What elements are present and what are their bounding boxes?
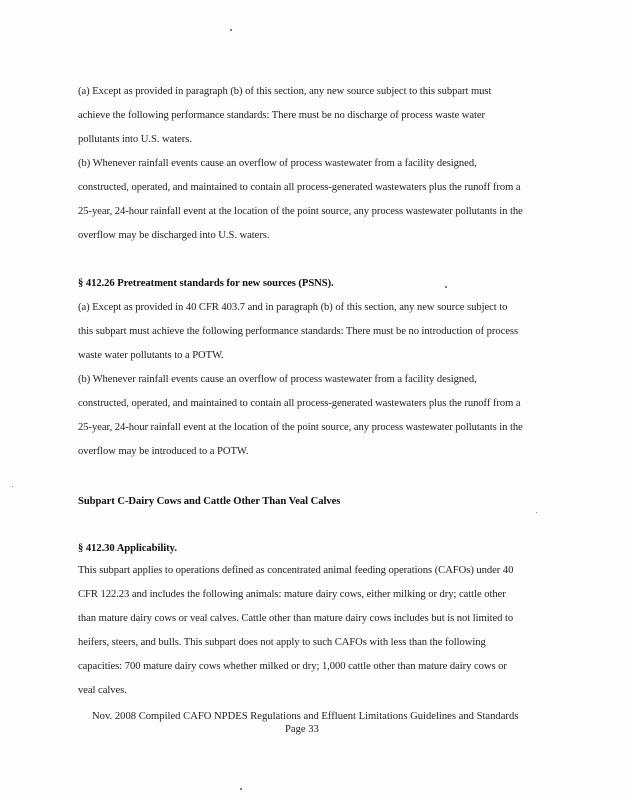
footer-page-number: Page 33 (285, 724, 319, 735)
scan-speck (230, 29, 232, 31)
applicability-line-2: CFR 122.23 and includes the following animals: mature dairy cows, either milking or dry; cattle other (78, 589, 506, 600)
paragraph-b-line-1: (b) Whenever rainfall events cause an overflow of process wastewater from a facility designed, (78, 158, 477, 169)
applicability-line-3: than mature dairy cows or veal calves. Cattle other than mature dairy cows includes but is not limited to (78, 613, 514, 624)
psns-b-line-2: constructed, operated, and maintained to contain all process-generated wastewaters plus the runoff from a (78, 398, 521, 409)
paragraph-b-line-3: 25-year, 24-hour rainfall event at the location of the point source, any process wastewater pollutants in the (78, 206, 523, 217)
scan-speck (12, 486, 13, 487)
applicability-line-6: veal calves. (78, 685, 127, 696)
applicability-line-4: heifers, steers, and bulls. This subpart does not apply to such CAFOs with less than the following (78, 637, 486, 648)
paragraph-b-line-4: overflow may be discharged into U.S. waters. (78, 230, 270, 241)
applicability-line-1: This subpart applies to operations defined as concentrated animal feeding operations (CAFOs) under 40 (78, 565, 514, 576)
paragraph-a-line-2: achieve the following performance standards: There must be no discharge of process waste water (78, 110, 486, 121)
psns-b-line-1: (b) Whenever rainfall events cause an overflow of process wastewater from a facility designed, (78, 374, 477, 385)
psns-b-line-3: 25-year, 24-hour rainfall event at the location of the point source, any process wastewater pollutants in the (78, 422, 523, 433)
psns-a-line-2: this subpart must achieve the following performance standards: There must be no introduction of process (78, 326, 519, 337)
scan-speck (445, 286, 447, 288)
section-heading-412-30: § 412.30 Applicability. (78, 543, 177, 554)
psns-b-line-4: overflow may be introduced to a POTW. (78, 446, 249, 457)
footer-document-title: Nov. 2008 Compiled CAFO NPDES Regulations and Effluent Limitations Guidelines and Standards (92, 711, 519, 722)
paragraph-a-line-1: (a) Except as provided in paragraph (b) of this section, any new source subject to this subpart must (78, 86, 492, 97)
psns-a-line-3: waste water pollutants to a POTW. (78, 350, 224, 361)
scan-speck (536, 512, 537, 513)
section-heading-412-26: § 412.26 Pretreatment standards for new sources (PSNS). (78, 278, 334, 289)
subpart-c-heading: Subpart C-Dairy Cows and Cattle Other Than Veal Calves (78, 496, 341, 507)
scan-speck (240, 788, 242, 790)
paragraph-b-line-2: constructed, operated, and maintained to contain all process-generated wastewaters plus the runoff from a (78, 182, 521, 193)
psns-a-line-1: (a) Except as provided in 40 CFR 403.7 and in paragraph (b) of this section, any new source subject to (78, 302, 508, 313)
paragraph-a-line-3: pollutants into U.S. waters. (78, 134, 192, 145)
applicability-line-5: capacities: 700 mature dairy cows whether milked or dry; 1,000 cattle other than mature dairy cows or (78, 661, 507, 672)
